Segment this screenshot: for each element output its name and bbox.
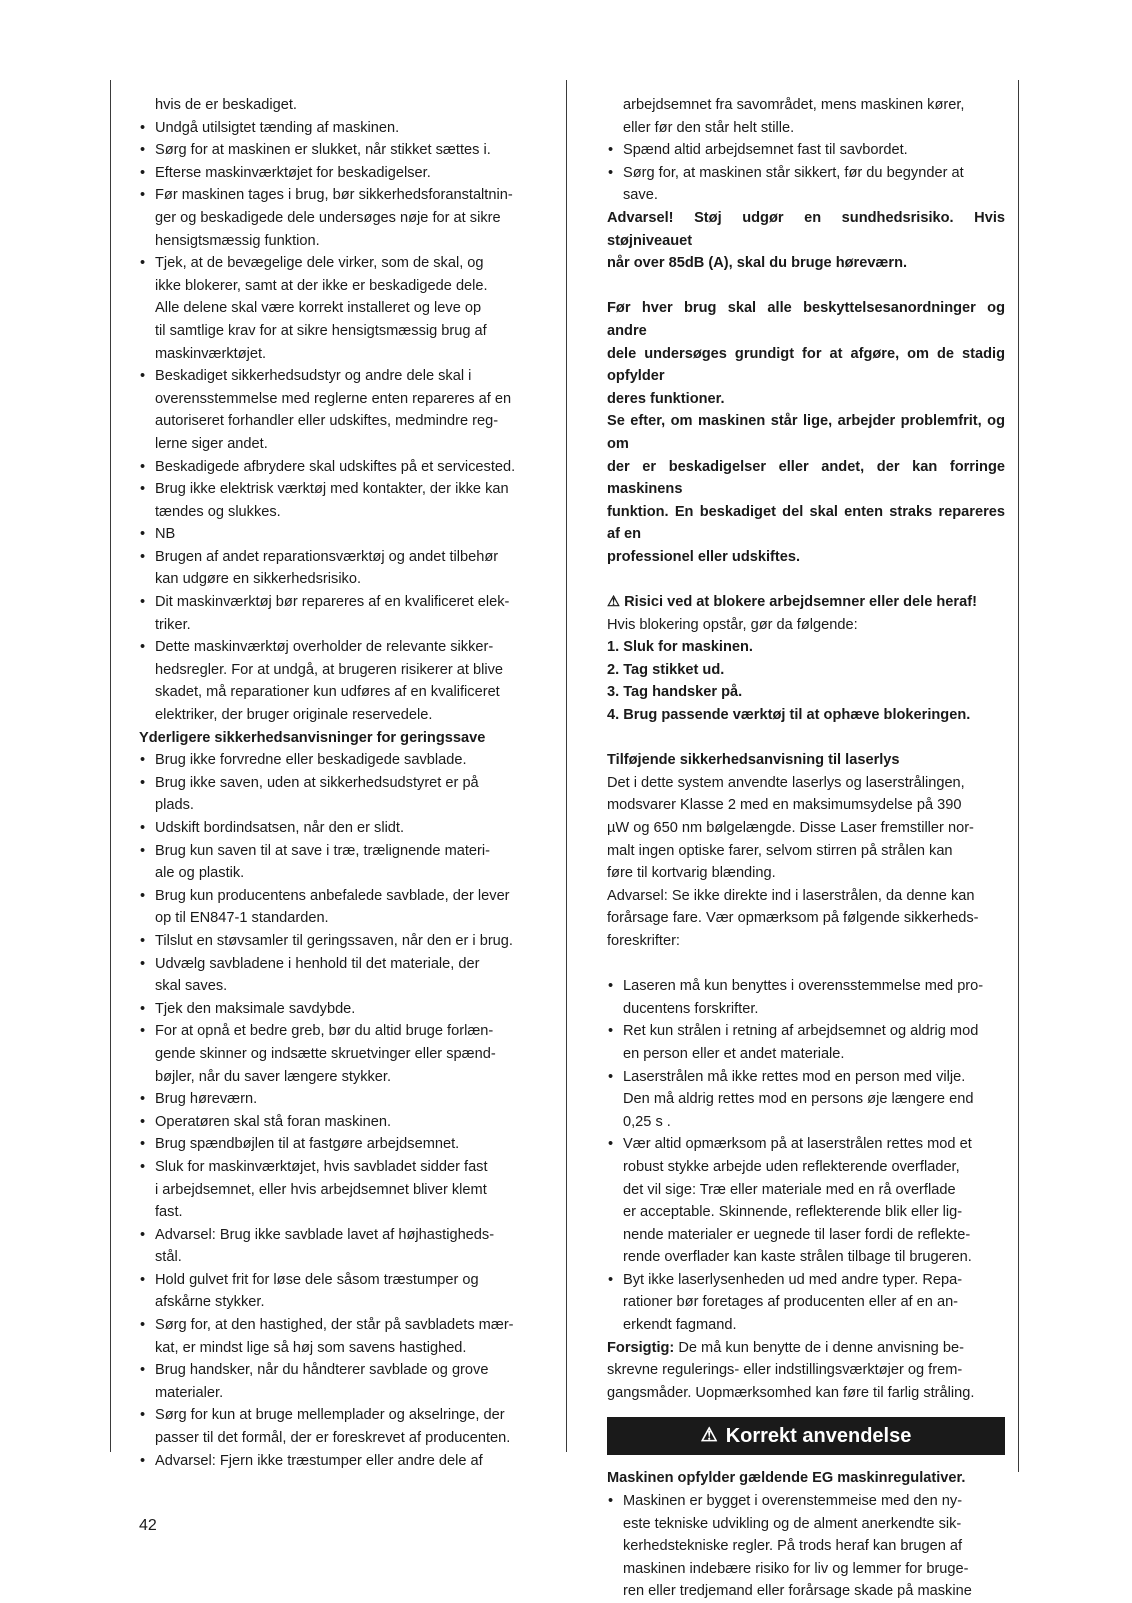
bullet-list xyxy=(139,456,537,479)
bullet-item: • Brug spændbøjlen til at fastgøre arbejdsemnet. xyxy=(139,1133,537,1156)
bullet-continuation: lerne siger andet. xyxy=(155,435,268,452)
bullet-icon: • xyxy=(140,1158,146,1175)
bullet-continuation: Den må aldrig rettes mod en persons øje længere end xyxy=(623,1091,974,1108)
text-line: malt ingen optiske farer, selvom stirren på strålen kan xyxy=(607,842,953,859)
bullet-continuation: hensigtsmæssig funktion. xyxy=(155,232,320,249)
bullet-list xyxy=(139,930,537,953)
bullet-item: • Tjek, at de bevægelige dele virker, som de skal, og xyxy=(139,252,537,275)
section-heading: Yderligere sikkerhedsanvisninger for geringssave xyxy=(139,729,486,746)
bullet-item: • Byt ikke laserlysenheden ud med andre typer. Repa- xyxy=(607,1269,1005,1292)
bullet-icon: • xyxy=(140,820,146,836)
bullet-item: • Tilslut en støvsamler til geringssaven, når den er i brug. xyxy=(139,930,537,953)
bullet-item: • NB xyxy=(139,523,537,546)
bullet-item: • Beskadigede afbrydere skal udskiftes på et servicested. xyxy=(139,456,537,479)
bullet-item: • Brug høreværn. xyxy=(139,1088,537,1111)
bullet-continuation: elektriker, der bruger originale reservedele. xyxy=(155,707,433,724)
bullet-icon: • xyxy=(608,164,614,181)
bullet-item: • Sørg for, at maskinen står sikkert, før du begynder at xyxy=(607,162,1005,185)
right-column-rule xyxy=(1018,80,1019,1472)
bullet-continuation: erkendt fagmand. xyxy=(623,1317,737,1334)
bullet-item: • Maskinen er bygget i overenstemmeise med den ny- xyxy=(607,1490,1005,1513)
text-line: der er beskadigelser eller andet, der kan forringe maskinens xyxy=(607,458,1005,498)
eg-heading: Maskinen opfylder gældende EG maskinregulativer. xyxy=(607,1470,966,1487)
text-line: funktion. En beskadiget del skal enten straks repareres af en xyxy=(607,503,1005,543)
bullet-list xyxy=(139,184,537,252)
text-line: Advarsel! Støj udgør en sundhedsrisiko. Hvis støjniveauet xyxy=(607,209,1005,249)
text-line: 4. Brug passende værktøj til at ophæve blokeringen. xyxy=(607,707,971,724)
bullet-icon: • xyxy=(140,548,146,565)
bullet-continuation: til samtlige krav for at sikre hensigtsmæssig brug af xyxy=(155,322,487,339)
risk-intro: Hvis blokering opstår, gør da følgende: xyxy=(607,616,858,633)
bullet-item: • Brug ikke saven, uden at sikkerhedsudstyret er på xyxy=(139,772,537,795)
text-line: Det i dette system anvendte laserlys og laserstrålingen, xyxy=(607,774,965,791)
bullet-item: • Advarsel: Fjern ikke træstumper eller andre dele af xyxy=(139,1450,537,1473)
bullet-continuation: ger og beskadigede dele undersøges nøje for at sikre xyxy=(155,209,501,226)
bullet-continuation: stål. xyxy=(155,1249,182,1266)
bullet-item: • Brug handsker, når du håndterer savblade og grove xyxy=(139,1359,537,1382)
bullet-continuation: en person eller et andet materiale. xyxy=(623,1045,845,1062)
bullet-item: • Dit maskinværktøj bør repareres af en kvalificeret elek- xyxy=(139,591,537,614)
section-banner xyxy=(607,1417,1005,1455)
laser-heading: Tilføjende sikkerhedsanvisning til laserlys xyxy=(607,752,900,769)
bullet-list xyxy=(139,749,537,772)
bullet-item: • Dette maskinværktøj overholder de relevante sikker- xyxy=(139,636,537,659)
caution-note: Forsigtig: De må kun benytte de i denne anvisning be- xyxy=(607,1339,964,1356)
bullet-list xyxy=(139,117,537,185)
bullet-icon: • xyxy=(140,1113,146,1130)
left-column xyxy=(139,94,537,1472)
text-line: 1. Sluk for maskinen. xyxy=(607,639,753,656)
bullet-icon: • xyxy=(608,1023,614,1040)
bullet-item: • Brug ikke forvredne eller beskadigede savblade. xyxy=(139,749,537,772)
bullet-list xyxy=(139,998,537,1021)
bullet-list xyxy=(139,1404,537,1449)
bullet-continuation: overensstemmelse med reglerne enten repareres af en xyxy=(155,390,512,407)
bullet-list xyxy=(139,523,537,546)
bullet-icon: • xyxy=(140,774,146,791)
text-line: Se efter, om maskinen står lige, arbejder problemfrit, og om xyxy=(607,413,1005,452)
text-line: professionel eller udskiftes. xyxy=(607,548,801,565)
bullet-list xyxy=(139,252,537,365)
bullet-list xyxy=(139,365,537,455)
bullet-icon: • xyxy=(140,1226,146,1243)
bullet-continuation: triker. xyxy=(155,616,191,633)
bullet-continuation: kan udgøre en sikkerhedsrisiko. xyxy=(155,571,362,588)
bullet-list xyxy=(139,953,537,998)
bullet-icon: • xyxy=(140,1362,146,1379)
bullet-icon: • xyxy=(140,887,146,904)
bullet-icon: • xyxy=(140,1023,146,1040)
bullet-list xyxy=(139,772,537,817)
bullet-list xyxy=(139,840,537,885)
bullet-list xyxy=(607,1490,1005,1603)
text-line: forårsage fare. Vær opmærksom på følgende sikkerheds- xyxy=(607,910,979,927)
bullet-icon: • xyxy=(140,752,146,769)
text-line: føre til kortvarig blænding. xyxy=(607,865,776,882)
bullet-list xyxy=(607,1020,1005,1065)
bullet-continuation: bøjler, når du saver længere stykker. xyxy=(155,1068,392,1085)
bullet-item: • Advarsel: Brug ikke savblade lavet af højhastigheds- xyxy=(139,1224,537,1247)
bullet-item: • Sørg for kun at bruge mellemplader og akselringe, der xyxy=(139,1404,537,1427)
bullet-icon: • xyxy=(608,1271,614,1288)
bullet-continuation: ikke blokerer, samt at der ikke er beskadigede dele. xyxy=(155,277,488,294)
text-line: eller før den står helt stille. xyxy=(623,119,795,136)
bullet-item: • Brug kun producentens anbefalede savblade, der lever xyxy=(139,885,537,908)
text-line: Advarsel: Se ikke direkte ind i laserstrålen, da denne kan xyxy=(607,887,975,904)
risk-steps xyxy=(607,636,1005,726)
bullet-item: • Brug ikke elektrisk værktøj med kontakter, der ikke kan xyxy=(139,478,537,501)
bullet-list xyxy=(139,1359,537,1404)
bullet-icon: • xyxy=(140,164,146,181)
bullet-continuation: autoriseret forhandler eller udskiftes, medmindre reg- xyxy=(155,413,499,430)
bullet-list xyxy=(139,1088,537,1111)
bullet-icon: • xyxy=(140,119,146,136)
text-line: gangsmåder. Uopmærksomhed kan føre til farlig stråling. xyxy=(607,1384,975,1401)
bullet-item: • Vær altid opmærksom på at laserstrålen rettes mod et xyxy=(607,1133,1005,1156)
bullet-item: • Spænd altid arbejdsemnet fast til savbordet. xyxy=(607,139,1005,162)
bullet-icon: • xyxy=(140,932,146,949)
bullet-list xyxy=(139,1450,537,1473)
bullet-item: • For at opnå et bedre greb, bør du altid bruge forlæn- xyxy=(139,1020,537,1043)
bullet-continuation: rationer bør foretages af producenten eller af en an- xyxy=(623,1294,959,1311)
bullet-list xyxy=(139,1269,537,1314)
continued-text xyxy=(607,94,1005,139)
bullet-continuation: op til EN847-1 standarden. xyxy=(155,910,329,927)
bullet-item: • Operatøren skal stå foran maskinen. xyxy=(139,1111,537,1134)
bullet-list xyxy=(139,636,537,726)
bullet-list xyxy=(139,1156,537,1224)
bullet-icon: • xyxy=(140,1452,146,1469)
bullet-icon: • xyxy=(140,187,146,204)
bullet-continuation: nende materialer er uegnede til laser fordi de reflekte- xyxy=(623,1226,971,1243)
text-line: når over 85dB (A), skal du bruge høreværn. xyxy=(607,255,908,272)
text-line: modsvarer Klasse 2 med en maksimumsydelse på 390 xyxy=(607,797,962,814)
warning-icon: ⚠ xyxy=(700,1425,718,1447)
bullet-item: • Tjek den maksimale savdybde. xyxy=(139,998,537,1021)
bullet-continuation: hedsregler. For at undgå, at brugeren risikerer at blive xyxy=(155,661,504,678)
risk-heading: ⚠ Risici ved at blokere arbejdsemner eller dele heraf! xyxy=(607,594,977,611)
bullet-continuation: tændes og slukkes. xyxy=(155,503,281,520)
bullet-item: • Sørg for, at den hastighed, der står på savbladets mær- xyxy=(139,1314,537,1337)
bullet-item: • Før maskinen tages i brug, bør sikkerhedsforanstaltnin- xyxy=(139,184,537,207)
bullet-item: • Brugen af andet reparationsværktøj og andet tilbehør xyxy=(139,546,537,569)
bullet-continuation: kat, er mindst lige så høj som savens hastighed. xyxy=(155,1339,467,1356)
bullet-icon: • xyxy=(140,1000,146,1017)
bullet-continuation: maskinen indebære risiko for liv og lemmer for bruge- xyxy=(623,1560,969,1577)
bullet-list xyxy=(139,546,537,591)
bullet-icon: • xyxy=(140,1407,146,1424)
bullet-list xyxy=(607,1269,1005,1337)
text-line: 2. Tag stikket ud. xyxy=(607,661,725,678)
bullet-item: • Brug kun saven til at save i træ, trælignende materi- xyxy=(139,840,537,863)
bullet-icon: • xyxy=(140,842,146,859)
page-number: 42 xyxy=(139,1517,157,1534)
bullet-list xyxy=(607,1066,1005,1134)
bullet-continuation: skal saves. xyxy=(155,978,228,995)
bullet-list xyxy=(139,1133,537,1156)
noise-warning xyxy=(607,207,1005,275)
bullet-item: • Sluk for maskinværktøjet, hvis savbladet sidder fast xyxy=(139,1156,537,1179)
text-line: dele undersøges grundigt for at afgøre, om de stadig opfylder xyxy=(607,345,1005,385)
bullet-list xyxy=(139,885,537,930)
right-column xyxy=(607,94,1005,1603)
bullet-continuation: materialer. xyxy=(155,1384,224,1401)
bullet-item: • Laseren må kun benyttes i overensstemmelse med pro- xyxy=(607,975,1005,998)
bullet-item: • Ret kun strålen i retning af arbejdsemnet og aldrig mod xyxy=(607,1020,1005,1043)
bullet-item: • Efterse maskinværktøjet for beskadigelser. xyxy=(139,162,537,185)
left-column-rule xyxy=(110,80,111,1452)
bullet-list xyxy=(139,1314,537,1359)
bullet-icon: • xyxy=(140,1317,146,1334)
bullet-continuation: passer til det formål, der er foreskrevet af producenten. xyxy=(155,1430,511,1447)
bullet-list xyxy=(607,975,1005,1020)
bullet-list xyxy=(607,1133,1005,1269)
bullet-icon: • xyxy=(140,955,146,972)
bullet-icon: • xyxy=(608,142,614,159)
bullet-item: • Laserstrålen må ikke rettes mod en person med vilje. xyxy=(607,1066,1005,1089)
bullet-icon: • xyxy=(140,639,146,656)
bullet-continuation: ren eller tredjemand eller forårsage skade på maskine xyxy=(623,1583,972,1600)
bullet-continuation: afskårne stykker. xyxy=(155,1294,265,1311)
bullet-icon: • xyxy=(140,1091,146,1108)
bullet-icon: • xyxy=(140,1271,146,1288)
bullet-item: • Sørg for at maskinen er slukket, når stikket sættes i. xyxy=(139,139,537,162)
bullet-continuation: gende skinner og indsætte skruetvinger eller spænd- xyxy=(155,1045,496,1062)
bullet-list xyxy=(139,1224,537,1269)
bullet-icon: • xyxy=(140,458,146,475)
bullet-icon: • xyxy=(140,142,146,159)
caution-text xyxy=(607,1359,1005,1404)
text-line: 3. Tag handsker på. xyxy=(607,684,743,701)
bullet-icon: • xyxy=(140,526,146,543)
bullet-continuation: i arbejdsemnet, eller hvis arbejdsemnet bliver klemt xyxy=(155,1181,487,1198)
text-line: arbejdsemnet fra savområdet, mens maskinen kører, xyxy=(623,97,965,113)
warning-icon: ⚠ xyxy=(607,594,621,611)
bullet-continuation: Alle delene skal være korrekt installeret og leve op xyxy=(155,300,482,317)
bullet-continuation: ducentens forskrifter. xyxy=(623,1000,759,1017)
bullet-item: • Undgå utilsigtet tænding af maskinen. xyxy=(139,117,537,140)
bullet-continuation: maskinværktøjet. xyxy=(155,345,267,362)
bullet-icon: • xyxy=(140,368,146,385)
text-line: µW og 650 nm bølgelængde. Disse Laser fremstiller nor- xyxy=(607,820,974,836)
bullet-item: • Hold gulvet frit for løse dele såsom træstumper og xyxy=(139,1269,537,1292)
bullet-list xyxy=(139,478,537,523)
bullet-icon: • xyxy=(608,1068,614,1085)
bullet-continuation: save. xyxy=(623,187,658,204)
bullet-continuation: er acceptable. Skinnende, reflekterende blik eller lig- xyxy=(623,1204,963,1221)
bullet-list xyxy=(139,1111,537,1134)
bullet-continuation: rende overflader kan kaste strålen tilbage til brugeren. xyxy=(623,1249,972,1266)
bullet-icon: • xyxy=(608,978,614,995)
bullet-list xyxy=(607,162,1005,207)
bullet-continuation: plads. xyxy=(155,797,194,814)
bullet-icon: • xyxy=(140,1136,146,1153)
bullet-icon: • xyxy=(608,1493,614,1510)
caution-label: Forsigtig: xyxy=(607,1339,675,1356)
bullet-continuation: ale og plastik. xyxy=(155,865,245,882)
bullet-continuation: skadet, må reparationer kun udføres af en kvalificeret xyxy=(155,684,500,701)
laser-text xyxy=(607,772,1005,953)
bullet-continuation: fast. xyxy=(155,1204,183,1221)
bullet-continuation: det vil sige: Træ eller materiale med en rå overflade xyxy=(623,1181,956,1198)
bullet-item: • Beskadiget sikkerhedsudstyr og andre dele skal i xyxy=(139,365,537,388)
bullet-list xyxy=(139,591,537,636)
bullet-list xyxy=(139,1020,537,1088)
bullet-continuation: kerhedstekniske regler. På trods heraf kan brugen af xyxy=(623,1538,963,1555)
text-line: Før hver brug skal alle beskyttelsesanordninger og andre xyxy=(607,300,1005,339)
center-column-rule xyxy=(566,80,567,1452)
bullet-list xyxy=(607,139,1005,162)
banner-title: Korrekt anvendelse xyxy=(725,1425,912,1448)
text-line: foreskrifter: xyxy=(607,932,680,949)
bullet-item: • Udskift bordindsatsen, når den er slidt. xyxy=(139,817,537,840)
bullet-continuation: este tekniske udvikling og de alment anerkendte sik- xyxy=(623,1515,962,1532)
bullet-continuation: 0,25 s . xyxy=(623,1113,671,1130)
bullet-icon: • xyxy=(608,1136,614,1153)
continued-text: hvis de er beskadiget. xyxy=(155,97,297,113)
bullet-icon: • xyxy=(140,594,146,611)
text-line: skrevne regulerings- eller indstillingsværktøjer og frem- xyxy=(607,1362,963,1379)
bullet-continuation: robust stykke arbejde uden reflekterende overflader, xyxy=(623,1158,960,1175)
bullet-list xyxy=(139,817,537,840)
bullet-icon: • xyxy=(140,481,146,498)
text-line: deres funktioner. xyxy=(607,390,725,407)
bullet-item: • Udvælg savbladene i henhold til det materiale, der xyxy=(139,953,537,976)
bullet-icon: • xyxy=(140,255,146,272)
inspection-warning xyxy=(607,297,1005,568)
